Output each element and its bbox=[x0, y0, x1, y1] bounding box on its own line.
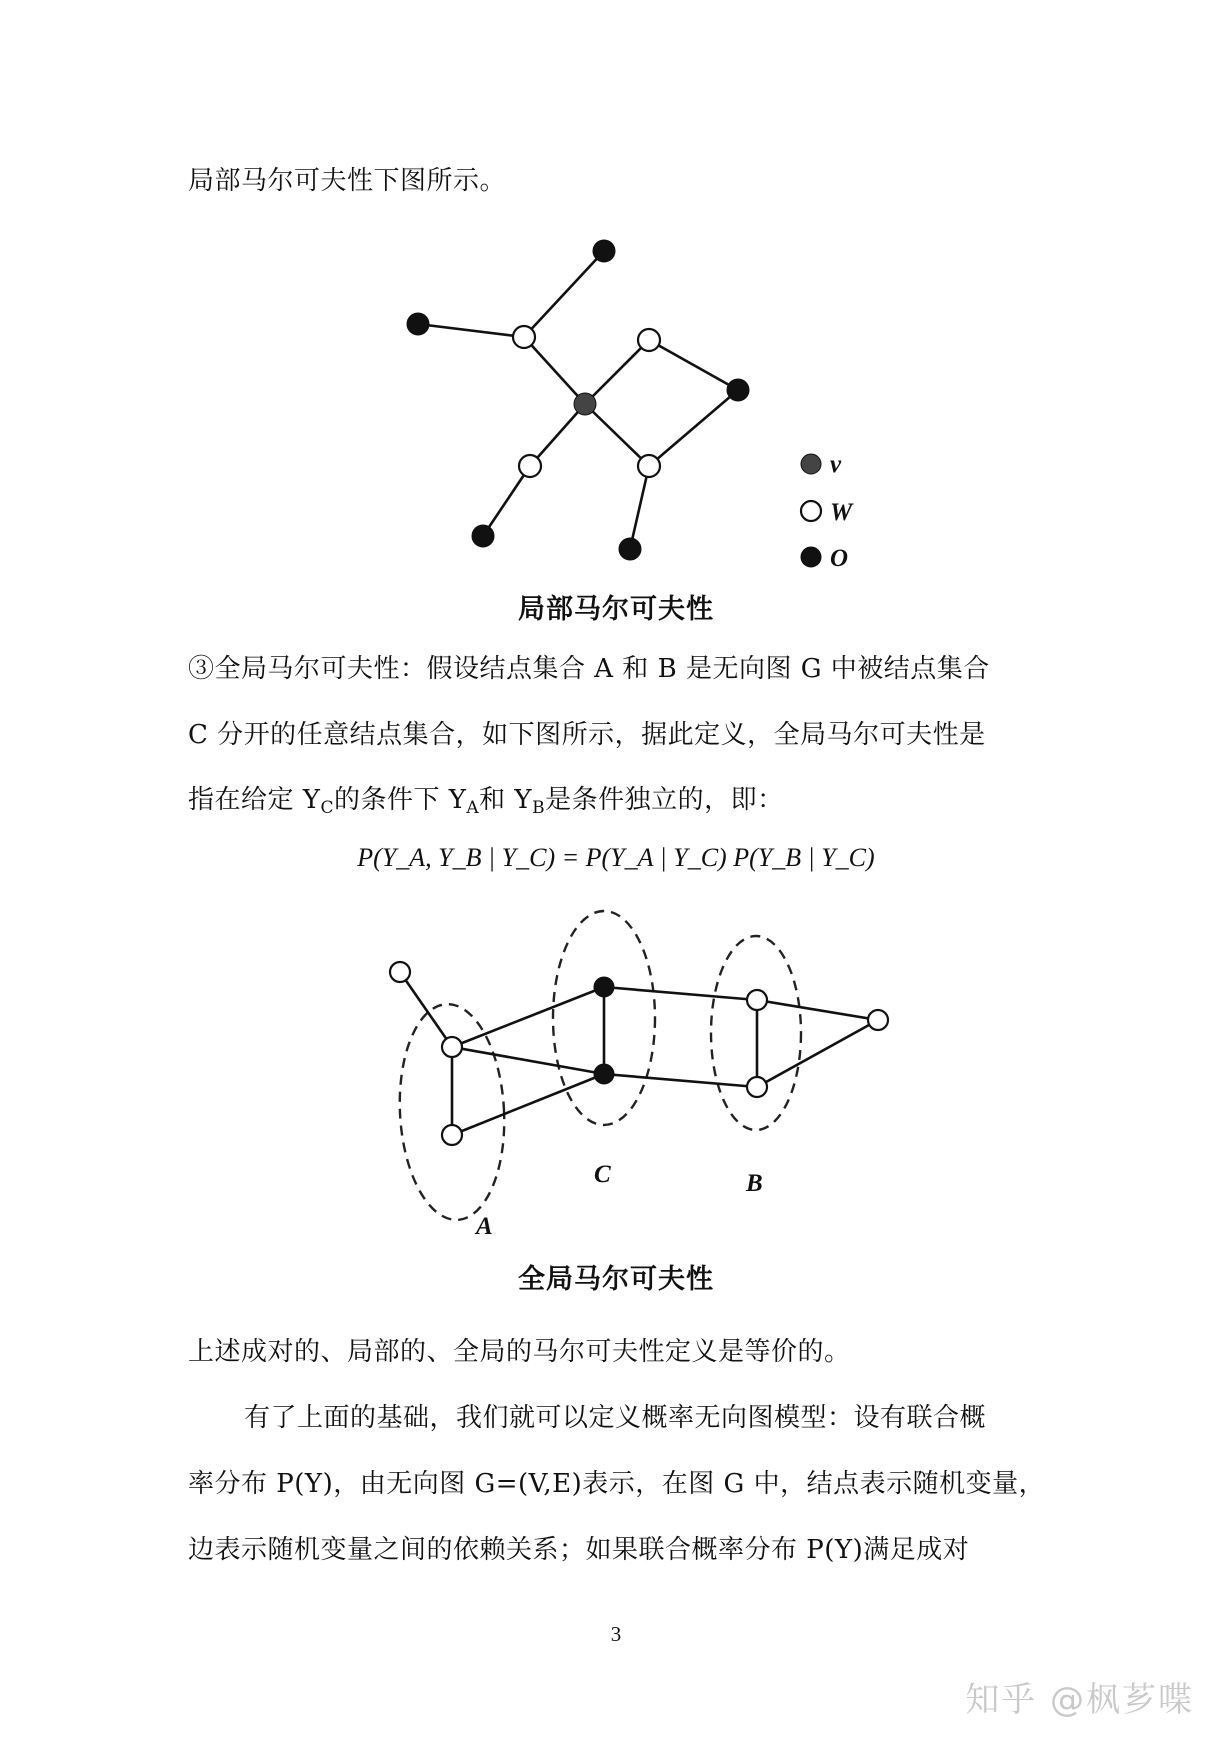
node-w bbox=[513, 326, 535, 348]
graph-edge bbox=[483, 466, 530, 536]
node-w bbox=[638, 455, 660, 477]
local-markov-graph bbox=[407, 240, 749, 560]
node-w bbox=[519, 455, 541, 477]
legend-label-o: O bbox=[830, 545, 849, 572]
set-label-b: B bbox=[746, 1170, 763, 1197]
line3-part: 和 Y bbox=[479, 785, 533, 815]
subscript: B bbox=[532, 798, 546, 818]
line3-part: 指在给定 Y bbox=[188, 785, 321, 815]
graph-edge bbox=[585, 340, 649, 404]
figure1-caption: 局部马尔可夫性 bbox=[518, 594, 714, 625]
legend-marker-w bbox=[801, 501, 821, 521]
legend-label-w: W bbox=[830, 499, 853, 526]
graph-edge bbox=[649, 340, 738, 390]
subscript: A bbox=[466, 798, 480, 818]
graph-edge bbox=[630, 466, 649, 549]
graph-edge bbox=[524, 337, 585, 404]
graph-edge bbox=[452, 1074, 604, 1135]
node-o bbox=[619, 538, 641, 560]
graph-edge bbox=[585, 404, 649, 466]
legend bbox=[801, 451, 854, 572]
legend-marker-o bbox=[801, 547, 821, 567]
node-solid bbox=[594, 1064, 614, 1084]
conditional-independence-formula: P(Y_A, Y_B | Y_C) = P(Y_A | Y_C) P(Y_B | Y_C) bbox=[357, 843, 875, 872]
equivalence-line: 上述成对的、局部的、全局的马尔可夫性定义是等价的。 bbox=[188, 1337, 851, 1367]
graph-edge bbox=[524, 251, 604, 337]
global-markov-graph bbox=[390, 911, 888, 1240]
model-paragraph-line1: 有了上面的基础，我们就可以定义概率无向图模型：设有联合概 bbox=[244, 1403, 987, 1433]
node-open bbox=[747, 990, 767, 1010]
graph-edge bbox=[530, 404, 585, 466]
graph-edge bbox=[604, 987, 757, 1000]
node-open bbox=[747, 1077, 767, 1097]
graph-edge bbox=[452, 987, 604, 1047]
global-paragraph-line2: C 分开的任意结点集合，如下图所示，据此定义，全局马尔可夫性是 bbox=[188, 720, 986, 750]
watermark: 知乎 @枫芗喋 bbox=[965, 1680, 1194, 1720]
node-open bbox=[442, 1125, 462, 1145]
legend-marker-v bbox=[801, 454, 821, 474]
global-paragraph-line1: ③全局马尔可夫性：假设结点集合 A 和 B 是无向图 G 中被结点集合 bbox=[188, 654, 990, 684]
node-open bbox=[868, 1010, 888, 1030]
set-label-c: C bbox=[594, 1161, 611, 1188]
node-o bbox=[407, 313, 429, 335]
node-open bbox=[390, 962, 410, 982]
line3-part: 是条件独立的，即： bbox=[545, 785, 784, 815]
graph-edge bbox=[604, 1074, 757, 1087]
node-solid bbox=[594, 977, 614, 997]
node-o bbox=[593, 240, 615, 262]
node-w bbox=[638, 329, 660, 351]
legend-label-v: v bbox=[830, 451, 842, 478]
intro-line: 局部马尔可夫性下图所示。 bbox=[188, 166, 507, 196]
model-paragraph-line3: 边表示随机变量之间的依赖关系；如果联合概率分布 P(Y)满足成对 bbox=[188, 1535, 970, 1565]
line3-part: 的条件下 Y bbox=[333, 785, 467, 815]
node-o bbox=[472, 525, 494, 547]
graph-edge bbox=[757, 1020, 878, 1087]
node-open bbox=[442, 1037, 462, 1057]
set-label-a: A bbox=[476, 1213, 493, 1240]
model-paragraph-line2: 率分布 P(Y)，由无向图 G=(V,E)表示，在图 G 中，结点表示随机变量， bbox=[188, 1469, 1046, 1499]
graph-edge bbox=[452, 1047, 604, 1074]
graph-edge bbox=[649, 390, 738, 466]
node-v bbox=[574, 393, 596, 415]
page-number: 3 bbox=[610, 1622, 622, 1646]
graph-edge bbox=[400, 972, 452, 1047]
global-paragraph-line3 bbox=[188, 783, 1048, 825]
node-o bbox=[727, 379, 749, 401]
graph-edge bbox=[418, 324, 524, 337]
figure2-caption: 全局马尔可夫性 bbox=[518, 1264, 714, 1295]
graph-edge bbox=[757, 1000, 878, 1020]
subscript: C bbox=[320, 798, 334, 818]
